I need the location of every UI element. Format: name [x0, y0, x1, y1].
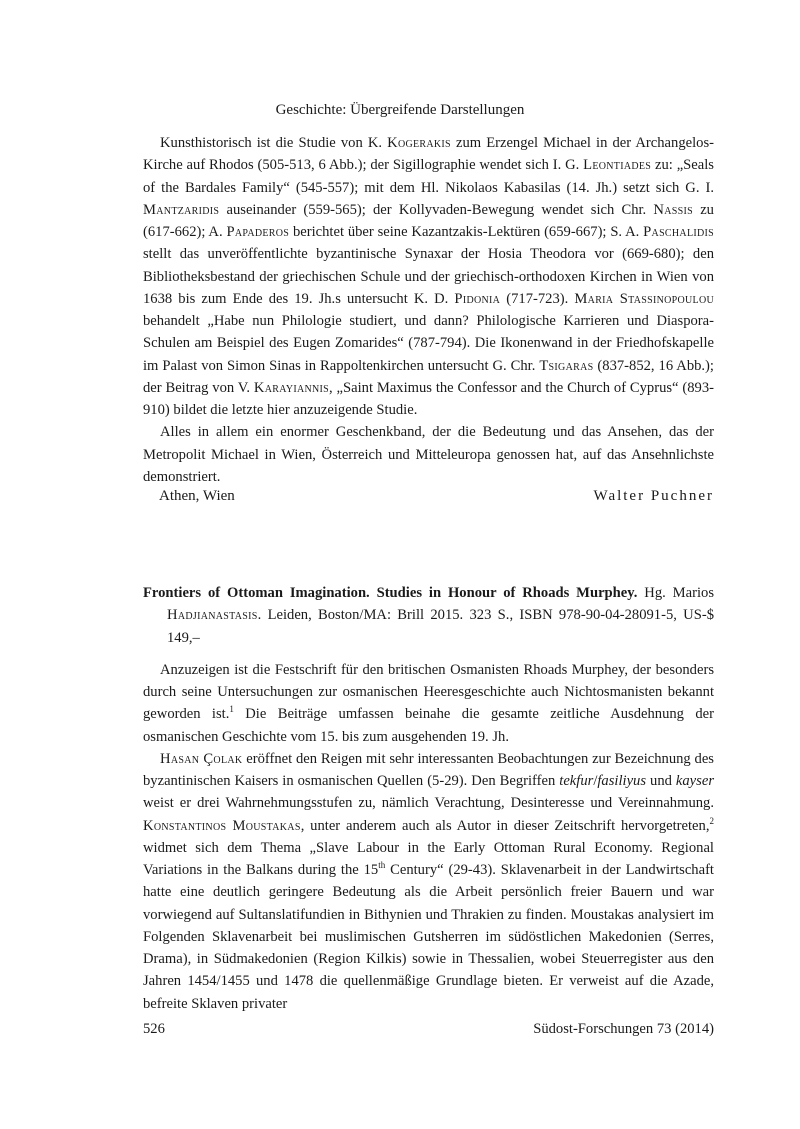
author-name: Maria Stassinopoulou	[574, 290, 715, 307]
author-name: Nassis	[653, 201, 693, 218]
author-name: Hasan Çolak	[160, 750, 243, 767]
text: zu (617-662); A.	[143, 201, 714, 240]
text: Anzuzeigen ist die Festschrift für den britischen Osmanisten Rhoads Murphey, der besonders durch seine Untersuchungen zur osmanischen Heeresgeschichte auch Nichtosmanisten bekannt geworden ist.	[143, 661, 714, 723]
text: eröffnet den Reigen mit sehr interessanten Beobachtungen zur Bezeichnung des byzantinischen Kaisers in osmanischen Quellen (5-29). Den Begriffen	[143, 750, 714, 789]
term: fasiliyus	[597, 773, 647, 789]
text: berichtet über seine Kazantzakis-Lektüren (659-667); S. A.	[289, 224, 644, 240]
text: Hg. Marios	[637, 585, 714, 601]
text: , „Saint Maximus the Confessor and the Church of Cyprus“ (893-910) bildet die letzte hier anzuzeigende Studie.	[143, 379, 714, 418]
author-name: Leontiades	[583, 157, 652, 174]
text: zu: „Seals of the Bardales Family“ (545-557); mit dem Hl. Nikolaos Kabasilas (14. Jh.) setzt sich G. I.	[143, 157, 714, 196]
text: Die Beiträge umfassen beinahe die gesamte zeitliche Ausdehnung der osmanischen Geschichte vom 15. bis zum ausgehenden 19. Jh.	[143, 706, 714, 745]
review-2-body	[143, 582, 714, 1015]
review-1-signature	[159, 485, 714, 507]
review-place: Athen, Wien	[159, 488, 235, 504]
author-name: Karayiannis	[253, 379, 330, 396]
review-1-paragraph-1	[143, 132, 714, 421]
text: /	[593, 773, 598, 789]
author-name: Paschalidis	[643, 224, 714, 240]
term: tekfur	[559, 773, 594, 789]
author-name: Konstantinos Moustakas	[143, 817, 301, 834]
text: (837-852, 16 Abb.); der Beitrag von V.	[143, 357, 714, 396]
text: auseinander (559-565); der Kollyvaden-Bewegung wendet sich Chr.	[219, 201, 654, 218]
text: Kunsthistorisch ist die Studie von K.	[160, 135, 388, 151]
author-name: Mantzaridis	[143, 201, 220, 218]
book-title: Frontiers of Ottoman Imagination. Studies in Honour of Rhoads Murphey.	[143, 585, 638, 601]
page-number: 526	[143, 1021, 165, 1037]
text: stellt das unveröffentlichte byzantinische Synaxar der Hosia Theodora vor (669-680); den Bibliotheksbestand der griechischen Schule und der griechisch-orthodoxen Kirchen in Wien von 1638 bis zum Ende des 19. Jh.s untersucht K. D.	[143, 246, 714, 307]
text: Century“ (29-43). Sklavenarbeit in der Landwirtschaft hatte eine deutlich geringere Bedeutung als die Arbeit persönlich freier Bauern und war vorwiegend auf Sultanslatifundien in Bithynien und Thrakien zu finden. Moustakas analysiert im Folgenden Sklavenarbeit bei muslimischen Gutsherren im südöstlichen Makedonien (Serres, Drama), in Südmakedonien (Region Kilkis) sowie in Thessalien, wobei Steuerregister aus den Jahren 1454/1455 und 1478 die quellenmäßige Grundlage bieten. Er verweist auf die Azade, befreite Sklaven privater	[143, 862, 714, 1012]
footnote-marker: 1	[229, 704, 234, 715]
review-2-bibliographic-heading	[143, 582, 714, 649]
term: kayser	[675, 773, 714, 789]
text: (717-723).	[500, 290, 575, 307]
running-head: Geschichte: Übergreifende Darstellungen	[275, 102, 525, 118]
reviewer-name: Walter Puchner	[593, 488, 714, 504]
text: behandelt „Habe nun Philologie studiert, und dann? Philologische Karrieren und Diaspora-Schulen am Beispiel des Eugen Zomarides“ (787-794). Die Ikonenwand in der Friedhofskapelle im Palast von Simon Sinas in Rappoltenkirchen untersucht G. Chr.	[143, 313, 714, 374]
author-name: Kogerakis	[387, 135, 451, 151]
text: , unter anderem auch als Autor in dieser Zeitschrift hervorgetreten,	[300, 817, 710, 834]
review-2-paragraph-1	[143, 659, 714, 748]
text: zum Erzengel Michael in der Archangelos-Kirche auf Rhodos (505-513, 6 Abb.); der Sigillographie wendet sich I. G.	[143, 135, 714, 174]
text: widmet sich dem Thema „Slave Labour in the Early Ottoman Rural Economy. Regional Variations in the Balkans during the 15	[143, 839, 714, 878]
footnote-marker: 2	[709, 815, 714, 826]
text: und	[646, 773, 676, 789]
page-footer	[143, 1018, 714, 1040]
editor-name: Hadjianastasis	[167, 607, 258, 624]
review-2-paragraph-2	[143, 748, 714, 1015]
text: . Leiden, Boston/MA: Brill 2015. 323 S., ISBN 978-90-04-28091-5, US-$ 149,–	[167, 607, 714, 646]
author-name: Papaderos	[226, 224, 290, 240]
review-1-body	[143, 132, 714, 488]
text: weist er drei Wahrnehmungsstufen zu, nämlich Verachtung, Desinteresse und Vereinnahmung.	[143, 795, 714, 812]
author-name: Pidonia	[454, 290, 501, 307]
review-1-paragraph-2: Alles in allem ein enormer Geschenkband, der die Bedeutung und das Ansehen, das der Metropolit Michael in Wien, Österreich und Mitteleuropa genossen hat, auf das Ansehnlichste demonstriert.	[143, 424, 714, 485]
author-name: Tsigaras	[539, 357, 594, 374]
journal-citation: Südost-Forschungen 73 (2014)	[533, 1021, 714, 1037]
superscript: th	[378, 860, 386, 871]
